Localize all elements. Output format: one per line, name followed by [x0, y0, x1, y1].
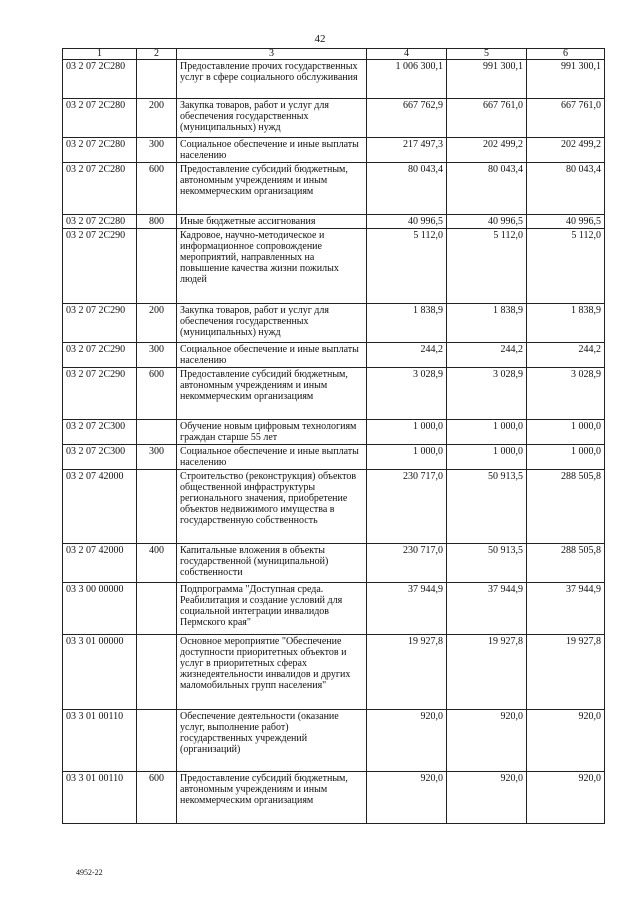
amount-col4-cell: 19 927,8	[367, 635, 447, 710]
amount-col6-cell: 1 000,0	[527, 445, 605, 470]
expense-type-cell	[137, 60, 177, 99]
item-name-cell: Обучение новым цифровым технологиям граждан старше 55 лет	[177, 420, 367, 445]
item-name-cell: Закупка товаров, работ и услуг для обеспечения государственных (муниципальных) нужд	[177, 99, 367, 138]
item-name-cell: Предоставление субсидий бюджетным, автономным учреждениям и иным некоммерческим организациям	[177, 163, 367, 215]
table-row	[63, 635, 605, 710]
amount-col5-cell: 667 761,0	[447, 99, 527, 138]
table-row	[63, 343, 605, 368]
table-row	[63, 420, 605, 445]
expense-type-cell: 600	[137, 163, 177, 215]
target-article-cell: 03 2 07 42000	[63, 470, 137, 544]
expense-type-cell: 600	[137, 368, 177, 420]
amount-col4-cell: 230 717,0	[367, 470, 447, 544]
amount-col5-cell: 202 499,2	[447, 138, 527, 163]
target-article-cell: 03 2 07 2С280	[63, 215, 137, 229]
table-body	[63, 60, 605, 824]
amount-col4-cell: 217 497,3	[367, 138, 447, 163]
amount-col6-cell: 80 043,4	[527, 163, 605, 215]
amount-col4-cell: 920,0	[367, 772, 447, 824]
column-header-4: 4	[367, 49, 447, 60]
target-article-cell: 03 2 07 42000	[63, 544, 137, 583]
amount-col4-cell: 5 112,0	[367, 229, 447, 304]
item-name-cell: Строительство (реконструкция) объектов общественной инфраструктуры регионального значения, приобретение объектов недвижимого имущества в государственную собственность	[177, 470, 367, 544]
item-name-cell: Подпрограмма "Доступная среда. Реабилитация и создание условий для социальной интеграции инвалидов Пермского края"	[177, 583, 367, 635]
amount-col4-cell: 920,0	[367, 710, 447, 772]
amount-col6-cell: 37 944,9	[527, 583, 605, 635]
item-name-cell: Социальное обеспечение и иные выплаты населению	[177, 445, 367, 470]
budget-table	[62, 48, 605, 824]
column-header-1: 1	[63, 49, 137, 60]
amount-col6-cell: 3 028,9	[527, 368, 605, 420]
expense-type-cell: 200	[137, 99, 177, 138]
amount-col6-cell: 244,2	[527, 343, 605, 368]
amount-col4-cell: 1 006 300,1	[367, 60, 447, 99]
item-name-cell: Закупка товаров, работ и услуг для обеспечения государственных (муниципальных) нужд	[177, 304, 367, 343]
column-header-6: 6	[527, 49, 605, 60]
expense-type-cell	[137, 710, 177, 772]
table-row	[63, 99, 605, 138]
expense-type-cell: 300	[137, 445, 177, 470]
amount-col5-cell: 1 000,0	[447, 445, 527, 470]
item-name-cell: Обеспечение деятельности (оказание услуг, выполнение работ) государственных учреждений (организаций)	[177, 710, 367, 772]
amount-col5-cell: 3 028,9	[447, 368, 527, 420]
amount-col6-cell: 288 505,8	[527, 470, 605, 544]
amount-col5-cell: 1 838,9	[447, 304, 527, 343]
item-name-cell: Кадровое, научно-методическое и информационное сопровождение мероприятий, направленных на повышение качества жизни пожилых людей	[177, 229, 367, 304]
page-number: 42	[314, 33, 326, 45]
target-article-cell: 03 3 00 00000	[63, 583, 137, 635]
expense-type-cell	[137, 420, 177, 445]
amount-col5-cell: 920,0	[447, 710, 527, 772]
amount-col4-cell: 37 944,9	[367, 583, 447, 635]
document-code: 4952-22	[76, 868, 103, 877]
amount-col5-cell: 50 913,5	[447, 544, 527, 583]
expense-type-cell: 400	[137, 544, 177, 583]
item-name-cell: Социальное обеспечение и иные выплаты населению	[177, 138, 367, 163]
amount-col5-cell: 80 043,4	[447, 163, 527, 215]
amount-col6-cell: 40 996,5	[527, 215, 605, 229]
amount-col4-cell: 1 000,0	[367, 420, 447, 445]
amount-col5-cell: 50 913,5	[447, 470, 527, 544]
table-header-row	[63, 49, 605, 60]
amount-col5-cell: 19 927,8	[447, 635, 527, 710]
target-article-cell: 03 2 07 2С280	[63, 99, 137, 138]
table-row	[63, 710, 605, 772]
amount-col6-cell: 920,0	[527, 772, 605, 824]
table-row	[63, 544, 605, 583]
amount-col5-cell: 991 300,1	[447, 60, 527, 99]
table-row	[63, 470, 605, 544]
item-name-cell: Капитальные вложения в объекты государственной (муниципальной) собственности	[177, 544, 367, 583]
table-row	[63, 304, 605, 343]
amount-col5-cell: 920,0	[447, 772, 527, 824]
table-row	[63, 138, 605, 163]
target-article-cell: 03 3 01 00110	[63, 772, 137, 824]
target-article-cell: 03 2 07 2С290	[63, 304, 137, 343]
amount-col4-cell: 230 717,0	[367, 544, 447, 583]
item-name-cell: Социальное обеспечение и иные выплаты населению	[177, 343, 367, 368]
amount-col5-cell: 1 000,0	[447, 420, 527, 445]
table-row	[63, 215, 605, 229]
amount-col4-cell: 3 028,9	[367, 368, 447, 420]
expense-type-cell: 600	[137, 772, 177, 824]
column-header-5: 5	[447, 49, 527, 60]
table-row	[63, 772, 605, 824]
target-article-cell: 03 2 07 2С300	[63, 420, 137, 445]
item-name-cell: Предоставление субсидий бюджетным, автономным учреждениям и иным некоммерческим организациям	[177, 772, 367, 824]
amount-col6-cell: 19 927,8	[527, 635, 605, 710]
amount-col4-cell: 244,2	[367, 343, 447, 368]
target-article-cell: 03 2 07 2С300	[63, 445, 137, 470]
amount-col6-cell: 920,0	[527, 710, 605, 772]
table-row	[63, 583, 605, 635]
expense-type-cell: 800	[137, 215, 177, 229]
target-article-cell: 03 2 07 2С280	[63, 138, 137, 163]
table-row	[63, 163, 605, 215]
table-row	[63, 368, 605, 420]
item-name-cell: Предоставление прочих государственных услуг в сфере социального обслуживания	[177, 60, 367, 99]
expense-type-cell	[137, 635, 177, 710]
amount-col6-cell: 5 112,0	[527, 229, 605, 304]
target-article-cell: 03 2 07 2С280	[63, 163, 137, 215]
target-article-cell: 03 2 07 2С280	[63, 60, 137, 99]
target-article-cell: 03 2 07 2С290	[63, 368, 137, 420]
amount-col6-cell: 1 000,0	[527, 420, 605, 445]
item-name-cell: Основное мероприятие "Обеспечение доступности приоритетных объектов и услуг в приоритетных сферах жизнедеятельности инвалидов и других маломобильных групп населения"	[177, 635, 367, 710]
amount-col4-cell: 1 838,9	[367, 304, 447, 343]
amount-col4-cell: 1 000,0	[367, 445, 447, 470]
expense-type-cell	[137, 229, 177, 304]
column-header-2: 2	[137, 49, 177, 60]
table-row	[63, 445, 605, 470]
expense-type-cell	[137, 583, 177, 635]
amount-col4-cell: 40 996,5	[367, 215, 447, 229]
target-article-cell: 03 3 01 00000	[63, 635, 137, 710]
item-name-cell: Предоставление субсидий бюджетным, автономным учреждениям и иным некоммерческим организациям	[177, 368, 367, 420]
expense-type-cell: 300	[137, 343, 177, 368]
amount-col6-cell: 202 499,2	[527, 138, 605, 163]
amount-col4-cell: 80 043,4	[367, 163, 447, 215]
amount-col5-cell: 244,2	[447, 343, 527, 368]
table-row	[63, 229, 605, 304]
amount-col4-cell: 667 762,9	[367, 99, 447, 138]
amount-col5-cell: 40 996,5	[447, 215, 527, 229]
item-name-cell: Иные бюджетные ассигнования	[177, 215, 367, 229]
amount-col6-cell: 1 838,9	[527, 304, 605, 343]
expense-type-cell	[137, 470, 177, 544]
column-header-3: 3	[177, 49, 367, 60]
amount-col6-cell: 667 761,0	[527, 99, 605, 138]
amount-col5-cell: 5 112,0	[447, 229, 527, 304]
expense-type-cell: 300	[137, 138, 177, 163]
amount-col6-cell: 288 505,8	[527, 544, 605, 583]
amount-col5-cell: 37 944,9	[447, 583, 527, 635]
expense-type-cell: 200	[137, 304, 177, 343]
target-article-cell: 03 3 01 00110	[63, 710, 137, 772]
amount-col6-cell: 991 300,1	[527, 60, 605, 99]
target-article-cell: 03 2 07 2С290	[63, 343, 137, 368]
table-row	[63, 60, 605, 99]
target-article-cell: 03 2 07 2С290	[63, 229, 137, 304]
